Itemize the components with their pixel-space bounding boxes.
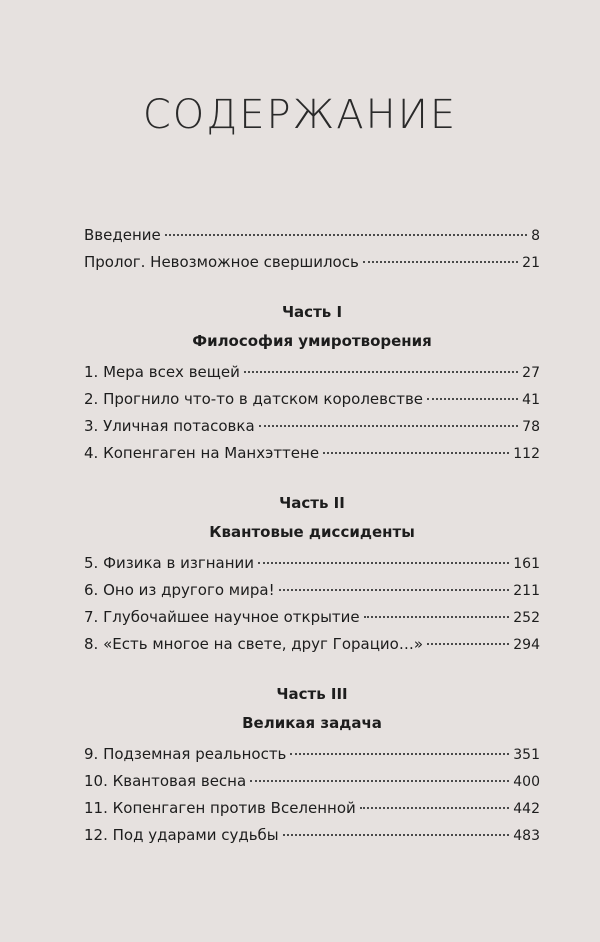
dot-leader <box>364 616 510 618</box>
dot-leader <box>258 562 509 564</box>
dot-leader <box>290 753 509 755</box>
part-title: Великая задача <box>242 714 382 732</box>
toc-entry-label: Пролог. Невозможное свершилось <box>84 253 359 271</box>
toc-entry-label: 5. Физика в изгнании <box>84 554 255 572</box>
toc-entry[interactable] <box>84 799 540 826</box>
toc-entry[interactable] <box>84 226 540 253</box>
part-title: Квантовые диссиденты <box>209 523 415 541</box>
toc-entry-page: 483 <box>513 828 540 844</box>
toc-entry-page: 21 <box>522 255 540 271</box>
part-number: Часть II <box>279 494 345 512</box>
toc-entry-label: 10. Квантовая весна <box>84 772 247 790</box>
dot-leader <box>323 452 509 454</box>
toc-entry[interactable] <box>84 390 540 417</box>
toc-entry[interactable] <box>84 444 540 471</box>
toc-entry-label: Введение <box>84 226 161 244</box>
toc-entry-label: 6. Оно из другого мира! <box>84 581 275 599</box>
toc-entry-label: 2. Прогнило что-то в датском королевстве <box>84 390 424 408</box>
part-heading <box>84 684 540 733</box>
table-of-contents <box>84 226 540 853</box>
toc-entry-label: 8. «Есть многое на свете, друг Горацио…» <box>84 635 424 653</box>
toc-entry[interactable] <box>84 363 540 390</box>
toc-entry[interactable] <box>84 608 540 635</box>
toc-entry-page: 294 <box>513 637 540 653</box>
toc-entry[interactable] <box>84 417 540 444</box>
toc-entry-page: 8 <box>531 228 540 244</box>
toc-entry[interactable] <box>84 253 540 280</box>
part-heading <box>84 302 540 351</box>
intro-section <box>84 226 540 280</box>
toc-entry[interactable] <box>84 554 540 581</box>
toc-entry-page: 161 <box>513 556 540 572</box>
toc-entry-label: 7. Глубочайшее научное открытие <box>84 608 360 626</box>
toc-entry-page: 252 <box>513 610 540 626</box>
toc-entry-page: 400 <box>513 774 540 790</box>
toc-entry-page: 112 <box>513 446 540 462</box>
dot-leader <box>279 589 510 591</box>
toc-entry-label: 9. Подземная реальность <box>84 745 287 763</box>
toc-entry-label: 3. Уличная потасовка <box>84 417 255 435</box>
toc-entry-page: 442 <box>513 801 540 817</box>
toc-entry[interactable] <box>84 826 540 853</box>
toc-entry-label: 12. Под ударами судьбы <box>84 826 279 844</box>
toc-entry-label: 1. Мера всех вещей <box>84 363 240 381</box>
dot-leader <box>360 807 509 809</box>
part-title: Философия умиротворения <box>192 332 432 350</box>
chapter-list <box>84 363 540 471</box>
toc-entry-page: 211 <box>513 583 540 599</box>
toc-entry-label: 11. Копенгаген против Вселенной <box>84 799 356 817</box>
toc-entry-page: 41 <box>522 392 540 408</box>
dot-leader <box>244 371 518 373</box>
toc-entry-page: 27 <box>522 365 540 381</box>
dot-leader <box>250 780 509 782</box>
dot-leader <box>427 643 509 645</box>
dot-leader <box>259 425 519 427</box>
dot-leader <box>283 834 510 836</box>
toc-entry[interactable] <box>84 635 540 662</box>
part-heading <box>84 493 540 542</box>
dot-leader <box>363 261 518 263</box>
toc-entry[interactable] <box>84 581 540 608</box>
toc-entry-page: 351 <box>513 747 540 763</box>
page-title: СОДЕРЖАНИЕ <box>142 92 458 138</box>
toc-entry[interactable] <box>84 745 540 772</box>
part-number: Часть III <box>276 685 348 703</box>
dot-leader <box>427 398 518 400</box>
toc-entry-page: 78 <box>522 419 540 435</box>
chapter-list <box>84 554 540 662</box>
chapter-list <box>84 745 540 853</box>
part-number: Часть I <box>281 303 343 321</box>
dot-leader <box>165 234 527 236</box>
toc-entry-label: 4. Копенгаген на Манхэттене <box>84 444 320 462</box>
toc-entry[interactable] <box>84 772 540 799</box>
